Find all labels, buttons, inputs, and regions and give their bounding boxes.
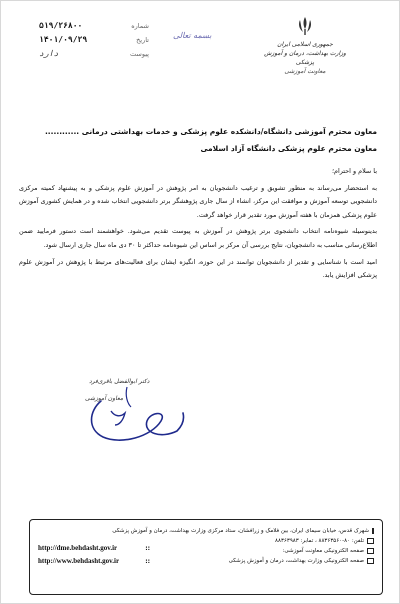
body-paragraph-3: امید است با شناسایی و تقدیر از دانشجویان توانمند در این حوزه، انگیزه ایشان برای فعالیت‌های مرتبط با پژوهش در آموزش علوم پزشکی افزایش یابد. [19, 257, 377, 280]
signatory-name: دکتر ابوالفضل باقری‌فرد [89, 378, 150, 385]
signatory-title: معاون آموزشی [85, 395, 124, 402]
footer-phone: تلفن: ۸۰-۸۸۳۶۳۵۶۰ ، تمابر: ۸۸۳۶۳۹۸۳ [275, 538, 364, 544]
footer-site2-label: صفحه الکترونیکی وزارت بهداشت، درمان و آموزش پزشکی [228, 558, 364, 564]
greeting: با سلام و احترام؛ [332, 167, 377, 175]
letter-attachment-row [39, 47, 149, 61]
letter-date-label: تاریخ [136, 36, 149, 44]
footer-link-dme-dots: :: [145, 545, 150, 552]
letter-number-row [39, 19, 149, 33]
handwritten-signature [81, 381, 191, 451]
addressee-line-2: معاون محترم علوم پزشکی دانشگاه آزاد اسلامی [200, 144, 377, 153]
footer-address: شهرک قدس، خیابان سیمای ایران، بین فلامک و زرافشان، ستاد مرکزی وزارت بهداشت، درمان و آموزش پزشکی [112, 528, 369, 534]
phone-icon [367, 538, 374, 544]
location-icon [372, 528, 374, 534]
letter-attachment: دارد [39, 49, 59, 58]
letter-number-label: شماره [131, 22, 149, 30]
footer-link-dme[interactable]: http://dme.behdasht.gov.ir [38, 544, 118, 552]
ministry-country: جمهوری اسلامی ایران [277, 41, 333, 48]
footer-site2-row [134, 556, 374, 566]
addressees [17, 123, 377, 157]
bismillah-heading: بسمه تعالی [173, 31, 212, 40]
footer-links [38, 542, 150, 568]
footer-link-row-1 [38, 542, 150, 555]
iran-emblem-icon [294, 15, 316, 37]
letter-meta [39, 19, 149, 61]
body-paragraph-2: بدینوسیله شیوه‌نامه انتخاب دانشجوی برتر پژوهش در آموزش به پیوست تقدیم می‌شود. خواهشمند است دستور فرمایید ضمن اطلاع‌رسانی مناسب به دانشجویان، نتایج بررسی آن مرکز بر اساس این شیوه‌نامه حداکثر تا ۳۰ دی ماه سال جاری ارسال شود. [19, 227, 377, 249]
ministry-name: وزارت بهداشت، درمان و آموزش پزشکی [264, 50, 346, 66]
body-paragraph-1: به استحضار می‌رساند به منظور تشویق و ترغیب دانشجویان به امر پژوهش در آموزش علوم پزشکی و به پیشنهاد کمیته مرکزی دانشجویی توسعه آموزش و موافقت این مرکز، انشاء از سال جاری پژوهشگر برتر دانشجویی انتخاب شده و در همایش کشوری آموزش علوم پزشکی همزمان با هفته آموزش مورد تقدیر قرار خواهد گرفت. [19, 183, 377, 219]
letter-date-row [39, 33, 149, 47]
mail-icon [367, 548, 374, 554]
letter-date: ۱۴۰۱/۰۹/۲۹ [39, 35, 88, 44]
letter-footer [29, 519, 383, 595]
footer-site1-label: صفحه الکترونیکی معاونت آموزشی: [282, 548, 364, 554]
ministry-header [255, 15, 355, 76]
footer-link-behdasht[interactable]: http://www.behdasht.gov.ir [38, 557, 120, 565]
letter-number: ۵۱۹/۲۶۸۰۰ [39, 21, 83, 30]
addressee-line-1: معاون محترم آموزشی دانشگاه/دانشکده علوم پزشکی و خدمات بهداشتی درمانی ............ [44, 127, 377, 136]
ministry-department: معاونت آموزشی [284, 68, 326, 75]
footer-link-row-2 [38, 555, 150, 568]
mail-icon [367, 558, 374, 564]
footer-address-row [112, 526, 374, 536]
footer-contact [112, 526, 374, 566]
footer-phone-row [134, 536, 374, 546]
letter-body [19, 165, 377, 286]
letter-attachment-label: پیوست [130, 50, 149, 58]
footer-link-behdasht-dots: :: [145, 558, 150, 565]
footer-site1-row [134, 546, 374, 556]
